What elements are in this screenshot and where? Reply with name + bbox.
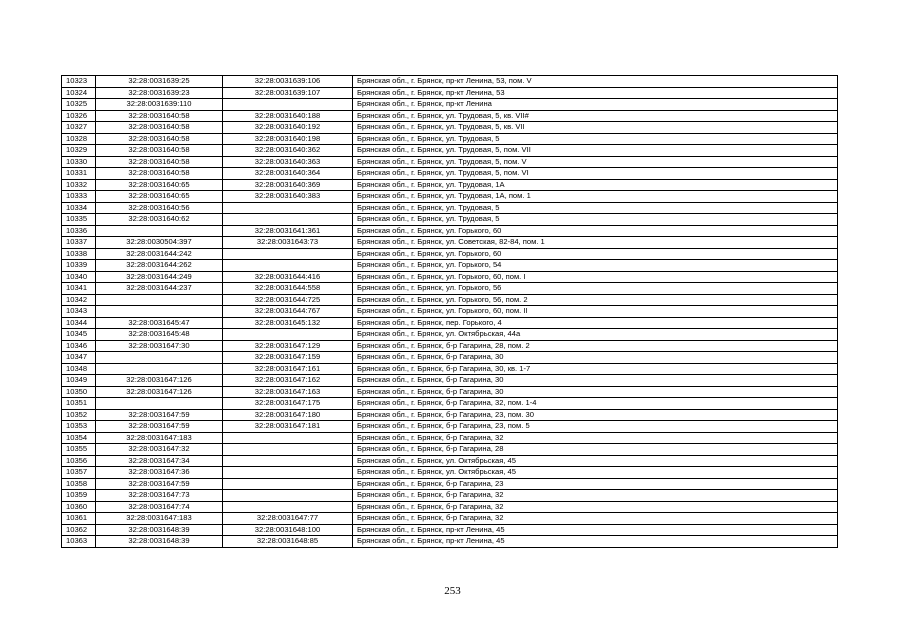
address-cell: Брянская обл., г. Брянск, пер. Горького, 4 (353, 317, 838, 329)
table-row (62, 421, 838, 433)
object-number-cell (223, 214, 353, 226)
object-number-cell: 32:28:0031640:369 (223, 179, 353, 191)
object-number-cell: 32:28:0031648:85 (223, 536, 353, 548)
row-number-cell: 10344 (62, 317, 96, 329)
table-row (62, 260, 838, 272)
row-number-cell: 10346 (62, 340, 96, 352)
address-cell: Брянская обл., г. Брянск, пр-кт Ленина, 45 (353, 524, 838, 536)
parcel-number-cell: 32:28:0031648:39 (96, 524, 223, 536)
address-cell: Брянская обл., г. Брянск, б-р Гагарина, 32, пом. 1-4 (353, 398, 838, 410)
address-cell: Брянская обл., г. Брянск, ул. Советская, 82-84, пом. 1 (353, 237, 838, 249)
row-number-cell: 10345 (62, 329, 96, 341)
parcel-number-cell: 32:28:0031645:48 (96, 329, 223, 341)
parcel-number-cell: 32:28:0031647:32 (96, 444, 223, 456)
table-row (62, 478, 838, 490)
row-number-cell: 10337 (62, 237, 96, 249)
address-cell: Брянская обл., г. Брянск, ул. Горького, 54 (353, 260, 838, 272)
table-row (62, 145, 838, 157)
object-number-cell: 32:28:0031647:175 (223, 398, 353, 410)
table-row (62, 225, 838, 237)
row-number-cell: 10348 (62, 363, 96, 375)
object-number-cell: 32:28:0031640:363 (223, 156, 353, 168)
object-number-cell: 32:28:0031647:181 (223, 421, 353, 433)
address-cell: Брянская обл., г. Брянск, ул. Горького, 60 (353, 248, 838, 260)
table-row (62, 122, 838, 134)
object-number-cell (223, 99, 353, 111)
row-number-cell: 10328 (62, 133, 96, 145)
parcel-number-cell (96, 352, 223, 364)
table-row (62, 386, 838, 398)
table-row (62, 524, 838, 536)
table-row (62, 179, 838, 191)
address-cell: Брянская обл., г. Брянск, ул. Трудовая, 5, пом. VII (353, 145, 838, 157)
parcel-number-cell: 32:28:0031640:58 (96, 122, 223, 134)
row-number-cell: 10340 (62, 271, 96, 283)
object-number-cell: 32:28:0031639:106 (223, 76, 353, 88)
parcel-number-cell: 32:28:0031640:65 (96, 179, 223, 191)
parcel-number-cell (96, 306, 223, 318)
object-number-cell: 32:28:0031644:558 (223, 283, 353, 295)
row-number-cell: 10362 (62, 524, 96, 536)
address-cell: Брянская обл., г. Брянск, ул. Трудовая, 5, кв. VII# (353, 110, 838, 122)
table-row (62, 467, 838, 479)
address-cell: Брянская обл., г. Брянск, б-р Гагарина, 30, кв. 1-7 (353, 363, 838, 375)
address-cell: Брянская обл., г. Брянск, ул. Октябрьская, 45 (353, 455, 838, 467)
address-cell: Брянская обл., г. Брянск, ул. Октябрьская, 45 (353, 467, 838, 479)
table-row (62, 133, 838, 145)
address-cell: Брянская обл., г. Брянск, ул. Октябрьская, 44а (353, 329, 838, 341)
object-number-cell: 32:28:0031640:364 (223, 168, 353, 180)
row-number-cell: 10349 (62, 375, 96, 387)
table-row (62, 444, 838, 456)
registry-table (61, 75, 838, 548)
parcel-number-cell: 32:28:0031648:39 (96, 536, 223, 548)
parcel-number-cell: 32:28:0031647:34 (96, 455, 223, 467)
parcel-number-cell: 32:28:0031647:183 (96, 513, 223, 525)
table-row (62, 329, 838, 341)
address-cell: Брянская обл., г. Брянск, ул. Горького, 60 (353, 225, 838, 237)
table-row (62, 409, 838, 421)
parcel-number-cell: 32:28:0031640:58 (96, 110, 223, 122)
parcel-number-cell: 32:28:0031647:74 (96, 501, 223, 513)
object-number-cell (223, 490, 353, 502)
row-number-cell: 10339 (62, 260, 96, 272)
table-row (62, 87, 838, 99)
row-number-cell: 10350 (62, 386, 96, 398)
row-number-cell: 10353 (62, 421, 96, 433)
object-number-cell: 32:28:0031647:159 (223, 352, 353, 364)
row-number-cell: 10327 (62, 122, 96, 134)
object-number-cell: 32:28:0031644:767 (223, 306, 353, 318)
address-cell: Брянская обл., г. Брянск, б-р Гагарина, 23, пом. 30 (353, 409, 838, 421)
table-row (62, 352, 838, 364)
parcel-number-cell: 32:28:0031639:25 (96, 76, 223, 88)
object-number-cell (223, 455, 353, 467)
row-number-cell: 10359 (62, 490, 96, 502)
address-cell: Брянская обл., г. Брянск, б-р Гагарина, 28, пом. 2 (353, 340, 838, 352)
parcel-number-cell: 32:28:0031640:56 (96, 202, 223, 214)
parcel-number-cell: 32:28:0031647:183 (96, 432, 223, 444)
row-number-cell: 10360 (62, 501, 96, 513)
parcel-number-cell: 32:28:0031644:262 (96, 260, 223, 272)
address-cell: Брянская обл., г. Брянск, ул. Трудовая, 5, пом. V (353, 156, 838, 168)
table-row (62, 490, 838, 502)
parcel-number-cell: 32:28:0031639:23 (96, 87, 223, 99)
address-cell: Брянская обл., г. Брянск, б-р Гагарина, 32 (353, 513, 838, 525)
address-cell: Брянская обл., г. Брянск, ул. Трудовая, 5 (353, 202, 838, 214)
row-number-cell: 10361 (62, 513, 96, 525)
object-number-cell (223, 329, 353, 341)
parcel-number-cell: 32:28:0031647:73 (96, 490, 223, 502)
object-number-cell (223, 501, 353, 513)
address-cell: Брянская обл., г. Брянск, ул. Трудовая, 5 (353, 133, 838, 145)
row-number-cell: 10323 (62, 76, 96, 88)
address-cell: Брянская обл., г. Брянск, пр-кт Ленина, 53 (353, 87, 838, 99)
table-row (62, 248, 838, 260)
object-number-cell: 32:28:0031647:129 (223, 340, 353, 352)
table-row (62, 455, 838, 467)
object-number-cell (223, 248, 353, 260)
address-cell: Брянская обл., г. Брянск, ул. Горького, 60, пом. I (353, 271, 838, 283)
row-number-cell: 10338 (62, 248, 96, 260)
row-number-cell: 10352 (62, 409, 96, 421)
table-row (62, 237, 838, 249)
table-row (62, 501, 838, 513)
parcel-number-cell: 32:28:0031644:249 (96, 271, 223, 283)
row-number-cell: 10354 (62, 432, 96, 444)
row-number-cell: 10325 (62, 99, 96, 111)
table-row (62, 317, 838, 329)
object-number-cell: 32:28:0031640:188 (223, 110, 353, 122)
row-number-cell: 10335 (62, 214, 96, 226)
row-number-cell: 10332 (62, 179, 96, 191)
table-row (62, 214, 838, 226)
address-cell: Брянская обл., г. Брянск, б-р Гагарина, 23, пом. 5 (353, 421, 838, 433)
address-cell: Брянская обл., г. Брянск, б-р Гагарина, 30 (353, 352, 838, 364)
address-cell: Брянская обл., г. Брянск, ул. Трудовая, 1А, пом. 1 (353, 191, 838, 203)
object-number-cell: 32:28:0031647:180 (223, 409, 353, 421)
object-number-cell: 32:28:0031644:725 (223, 294, 353, 306)
row-number-cell: 10347 (62, 352, 96, 364)
parcel-number-cell: 32:28:0031647:36 (96, 467, 223, 479)
table-row (62, 513, 838, 525)
parcel-number-cell (96, 363, 223, 375)
object-number-cell: 32:28:0031647:77 (223, 513, 353, 525)
object-number-cell: 32:28:0031641:361 (223, 225, 353, 237)
address-cell: Брянская обл., г. Брянск, ул. Трудовая, 5, пом. VI (353, 168, 838, 180)
object-number-cell (223, 478, 353, 490)
table-row (62, 398, 838, 410)
address-cell: Брянская обл., г. Брянск, ул. Трудовая, 1А (353, 179, 838, 191)
address-cell: Брянская обл., г. Брянск, пр-кт Ленина, 45 (353, 536, 838, 548)
table-row (62, 375, 838, 387)
row-number-cell: 10333 (62, 191, 96, 203)
table-row (62, 283, 838, 295)
address-cell: Брянская обл., г. Брянск, б-р Гагарина, 30 (353, 386, 838, 398)
parcel-number-cell: 32:28:0031647:59 (96, 409, 223, 421)
row-number-cell: 10326 (62, 110, 96, 122)
table-row (62, 536, 838, 548)
page-number: 253 (444, 585, 461, 597)
row-number-cell: 10324 (62, 87, 96, 99)
row-number-cell: 10351 (62, 398, 96, 410)
parcel-number-cell: 32:28:0031644:242 (96, 248, 223, 260)
parcel-number-cell: 32:28:0031647:30 (96, 340, 223, 352)
object-number-cell: 32:28:0031647:163 (223, 386, 353, 398)
object-number-cell (223, 432, 353, 444)
row-number-cell: 10356 (62, 455, 96, 467)
table-row (62, 191, 838, 203)
object-number-cell: 32:28:0031645:132 (223, 317, 353, 329)
address-cell: Брянская обл., г. Брянск, б-р Гагарина, 32 (353, 501, 838, 513)
table-row (62, 202, 838, 214)
address-cell: Брянская обл., г. Брянск, б-р Гагарина, 32 (353, 490, 838, 502)
object-number-cell: 32:28:0031640:383 (223, 191, 353, 203)
address-cell: Брянская обл., г. Брянск, б-р Гагарина, 28 (353, 444, 838, 456)
table-row (62, 99, 838, 111)
row-number-cell: 10355 (62, 444, 96, 456)
table-row (62, 306, 838, 318)
parcel-number-cell (96, 398, 223, 410)
row-number-cell: 10363 (62, 536, 96, 548)
parcel-number-cell: 32:28:0031647:126 (96, 386, 223, 398)
table-row (62, 340, 838, 352)
object-number-cell: 32:28:0031647:161 (223, 363, 353, 375)
row-number-cell: 10341 (62, 283, 96, 295)
row-number-cell: 10357 (62, 467, 96, 479)
table-row (62, 363, 838, 375)
address-cell: Брянская обл., г. Брянск, ул. Горького, 60, пом. II (353, 306, 838, 318)
row-number-cell: 10342 (62, 294, 96, 306)
parcel-number-cell: 32:28:0031640:58 (96, 133, 223, 145)
row-number-cell: 10334 (62, 202, 96, 214)
table-row (62, 168, 838, 180)
object-number-cell: 32:28:0031643:73 (223, 237, 353, 249)
row-number-cell: 10336 (62, 225, 96, 237)
row-number-cell: 10329 (62, 145, 96, 157)
row-number-cell: 10343 (62, 306, 96, 318)
address-cell: Брянская обл., г. Брянск, ул. Трудовая, 5, кв. VII (353, 122, 838, 134)
parcel-number-cell: 32:28:0031645:47 (96, 317, 223, 329)
address-cell: Брянская обл., г. Брянск, б-р Гагарина, 30 (353, 375, 838, 387)
address-cell: Брянская обл., г. Брянск, ул. Трудовая, 5 (353, 214, 838, 226)
parcel-number-cell: 32:28:0031647:59 (96, 421, 223, 433)
parcel-number-cell: 32:28:0031639:110 (96, 99, 223, 111)
address-cell: Брянская обл., г. Брянск, пр-кт Ленина (353, 99, 838, 111)
object-number-cell: 32:28:0031648:100 (223, 524, 353, 536)
parcel-number-cell: 32:28:0031640:58 (96, 168, 223, 180)
table-row (62, 294, 838, 306)
parcel-number-cell (96, 225, 223, 237)
row-number-cell: 10331 (62, 168, 96, 180)
table-row (62, 271, 838, 283)
object-number-cell: 32:28:0031640:192 (223, 122, 353, 134)
parcel-number-cell: 32:28:0031647:59 (96, 478, 223, 490)
parcel-number-cell: 32:28:0031640:58 (96, 156, 223, 168)
address-cell: Брянская обл., г. Брянск, б-р Гагарина, 23 (353, 478, 838, 490)
parcel-number-cell: 32:28:0030504:397 (96, 237, 223, 249)
registry-table-body (62, 76, 838, 548)
object-number-cell: 32:28:0031640:362 (223, 145, 353, 157)
parcel-number-cell: 32:28:0031640:62 (96, 214, 223, 226)
address-cell: Брянская обл., г. Брянск, б-р Гагарина, 32 (353, 432, 838, 444)
object-number-cell (223, 444, 353, 456)
object-number-cell: 32:28:0031644:416 (223, 271, 353, 283)
table-row (62, 110, 838, 122)
object-number-cell (223, 260, 353, 272)
address-cell: Брянская обл., г. Брянск, ул. Горького, 56, пом. 2 (353, 294, 838, 306)
row-number-cell: 10358 (62, 478, 96, 490)
parcel-number-cell: 32:28:0031640:65 (96, 191, 223, 203)
parcel-number-cell: 32:28:0031644:237 (96, 283, 223, 295)
object-number-cell (223, 467, 353, 479)
address-cell: Брянская обл., г. Брянск, ул. Горького, 56 (353, 283, 838, 295)
table-row (62, 156, 838, 168)
address-cell: Брянская обл., г. Брянск, пр-кт Ленина, 53, пом. V (353, 76, 838, 88)
parcel-number-cell: 32:28:0031640:58 (96, 145, 223, 157)
object-number-cell (223, 202, 353, 214)
object-number-cell: 32:28:0031639:107 (223, 87, 353, 99)
row-number-cell: 10330 (62, 156, 96, 168)
object-number-cell: 32:28:0031640:198 (223, 133, 353, 145)
object-number-cell: 32:28:0031647:162 (223, 375, 353, 387)
table-row (62, 432, 838, 444)
parcel-number-cell: 32:28:0031647:126 (96, 375, 223, 387)
table-row (62, 76, 838, 88)
parcel-number-cell (96, 294, 223, 306)
